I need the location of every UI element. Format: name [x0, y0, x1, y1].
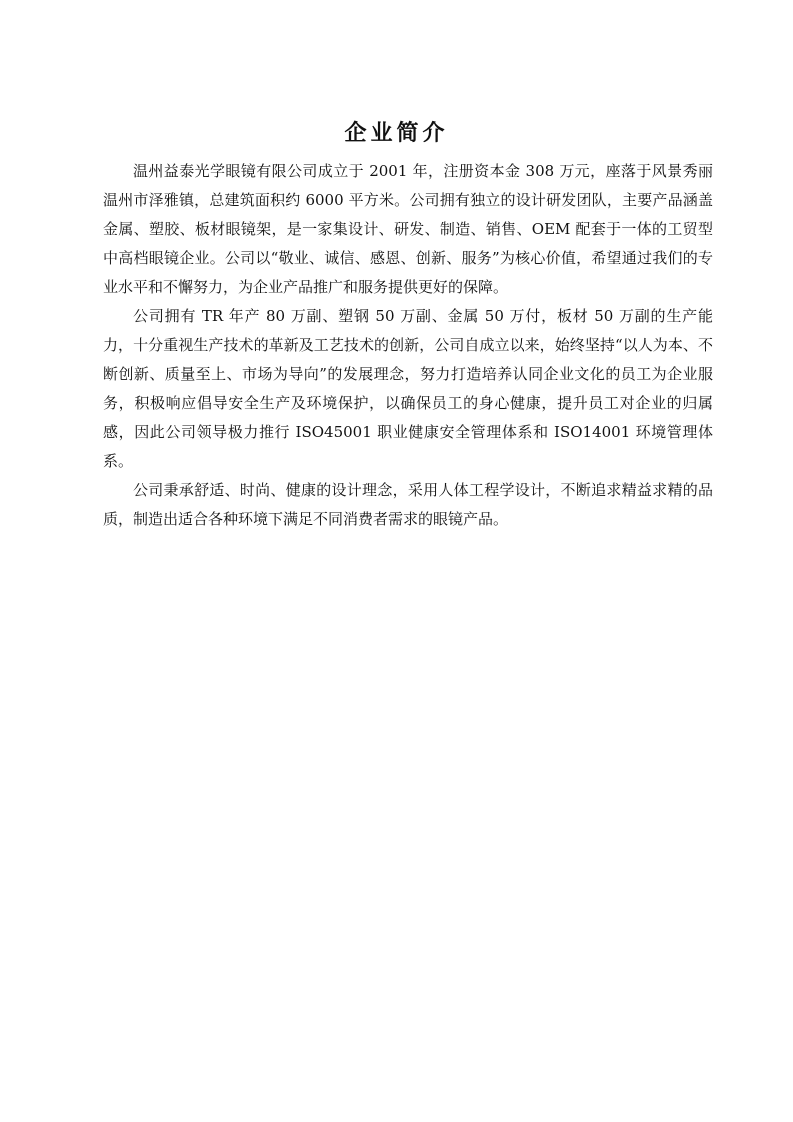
- document-body: [103, 157, 713, 534]
- paragraph-company-overview: 温州益泰光学眼镜有限公司成立于 2001 年，注册资本金 308 万元，座落于风景秀丽温州市泽雅镇，总建筑面积约 6000 平方米。公司拥有独立的设计研发团队，主要产品涵盖金属、塑胶、板材眼镜架，是一家集设计、研发、制造、销售、OEM 配套于一体的工贸型中高档眼镜企业。公司以“敬业、诚信、感恩、创新、服务”为核心价值，希望通过我们的专业水平和不懈努力，为企业产品推广和服务提供更好的保障。: [103, 162, 713, 296]
- paragraph-production-capacity: 公司拥有 TR 年产 80 万副、塑钢 50 万副、金属 50 万付，板材 50 万副的生产能力，十分重视生产技术的革新及工艺技术的创新，公司自成立以来，始终坚持“以人为本、不断创新、质量至上、市场为导向”的发展理念，努力打造培养认同企业文化的员工为企业服务，积极响应倡导安全生产及环境保护，以确保员工的身心健康，提升员工对企业的归属感，因此公司领导极力推行 ISO45001 职业健康安全管理体系和 ISO14001 环境管理体系。: [103, 307, 713, 470]
- document-title: 企业简介: [344, 120, 449, 146]
- paragraph-design-philosophy: 公司秉承舒适、时尚、健康的设计理念，采用人体工程学设计，不断追求精益求精的品质，制造出适合各种环境下满足不同消费者需求的眼镜产品。: [103, 481, 713, 528]
